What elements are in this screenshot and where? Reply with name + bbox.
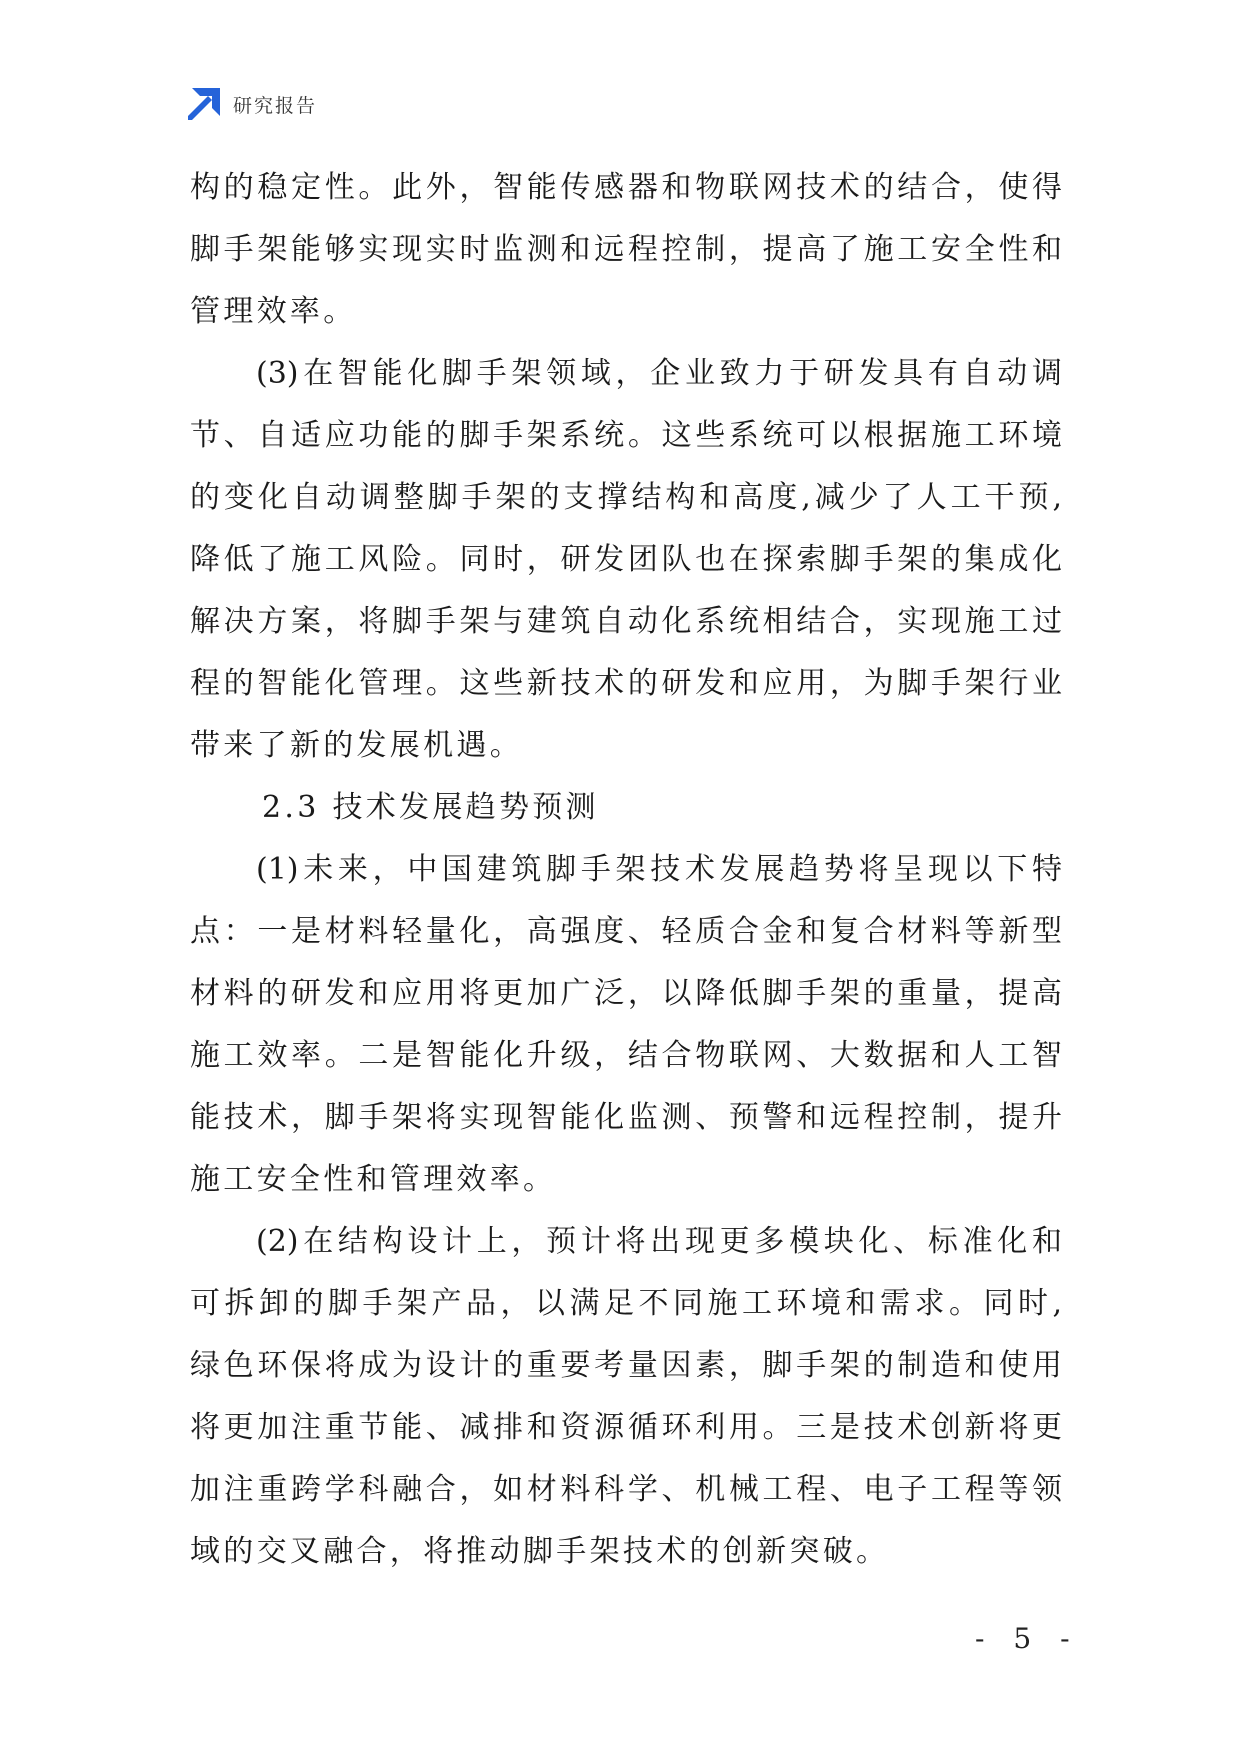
paragraph-line: 管理效率。 [190, 294, 357, 329]
paragraph-line: 解决方案，将脚手架与建筑自动化系统相结合，实现施工过 [190, 604, 1062, 639]
page-header [188, 88, 317, 120]
paragraph-line: 程的智能化管理。这些新技术的研发和应用，为脚手架行业 [190, 666, 1062, 701]
paragraph-line: 点：一是材料轻量化，高强度、轻质合金和复合材料等新型 [190, 914, 1062, 949]
paragraph-line: 构的稳定性。此外，智能传感器和物联网技术的结合，使得 [190, 170, 1062, 205]
paragraph-line: (1)未来，中国建筑脚手架技术发展趋势将呈现以下特 [256, 852, 1062, 887]
page-number: - 5 - [975, 1622, 1080, 1655]
paragraph-line: 能技术，脚手架将实现智能化监测、预警和远程控制，提升 [190, 1100, 1062, 1135]
paragraph-line: 将更加注重节能、减排和资源循环利用。三是技术创新将更 [190, 1410, 1062, 1445]
paragraph-line: 施工效率。二是智能化升级，结合物联网、大数据和人工智 [190, 1038, 1062, 1073]
paragraph-line: 加注重跨学科融合，如材料科学、机械工程、电子工程等领 [190, 1472, 1062, 1507]
arrow-up-right-icon [188, 88, 220, 120]
paragraph-line: 绿色环保将成为设计的重要考量因素，脚手架的制造和使用 [190, 1348, 1062, 1383]
paragraph-line: 可拆卸的脚手架产品，以满足不同施工环境和需求。同时, [190, 1286, 1062, 1321]
report-label: 研究报告 [233, 94, 318, 117]
paragraph-line: 域的交叉融合，将推动脚手架技术的创新突破。 [190, 1534, 890, 1569]
paragraph-line: 材料的研发和应用将更加广泛，以降低脚手架的重量，提高 [190, 976, 1062, 1011]
document-body [190, 157, 1062, 1583]
paragraph-line: (3)在智能化脚手架领域，企业致力于研发具有自动调 [256, 356, 1062, 391]
paragraph-line: 降低了施工风险。同时，研发团队也在探索脚手架的集成化 [190, 542, 1062, 577]
section-heading: 2.3 技术发展趋势预测 [262, 790, 599, 825]
paragraph-line: 带来了新的发展机遇。 [190, 728, 523, 763]
paragraph-line: 的变化自动调整脚手架的支撑结构和高度,减少了人工干预, [190, 480, 1062, 515]
paragraph-line: 施工安全性和管理效率。 [190, 1162, 557, 1197]
paragraph-line: 节、自适应功能的脚手架系统。这些系统可以根据施工环境 [190, 418, 1062, 453]
paragraph-line: (2)在结构设计上，预计将出现更多模块化、标准化和 [256, 1224, 1062, 1259]
paragraph-line: 脚手架能够实现实时监测和远程控制，提高了施工安全性和 [190, 232, 1062, 267]
